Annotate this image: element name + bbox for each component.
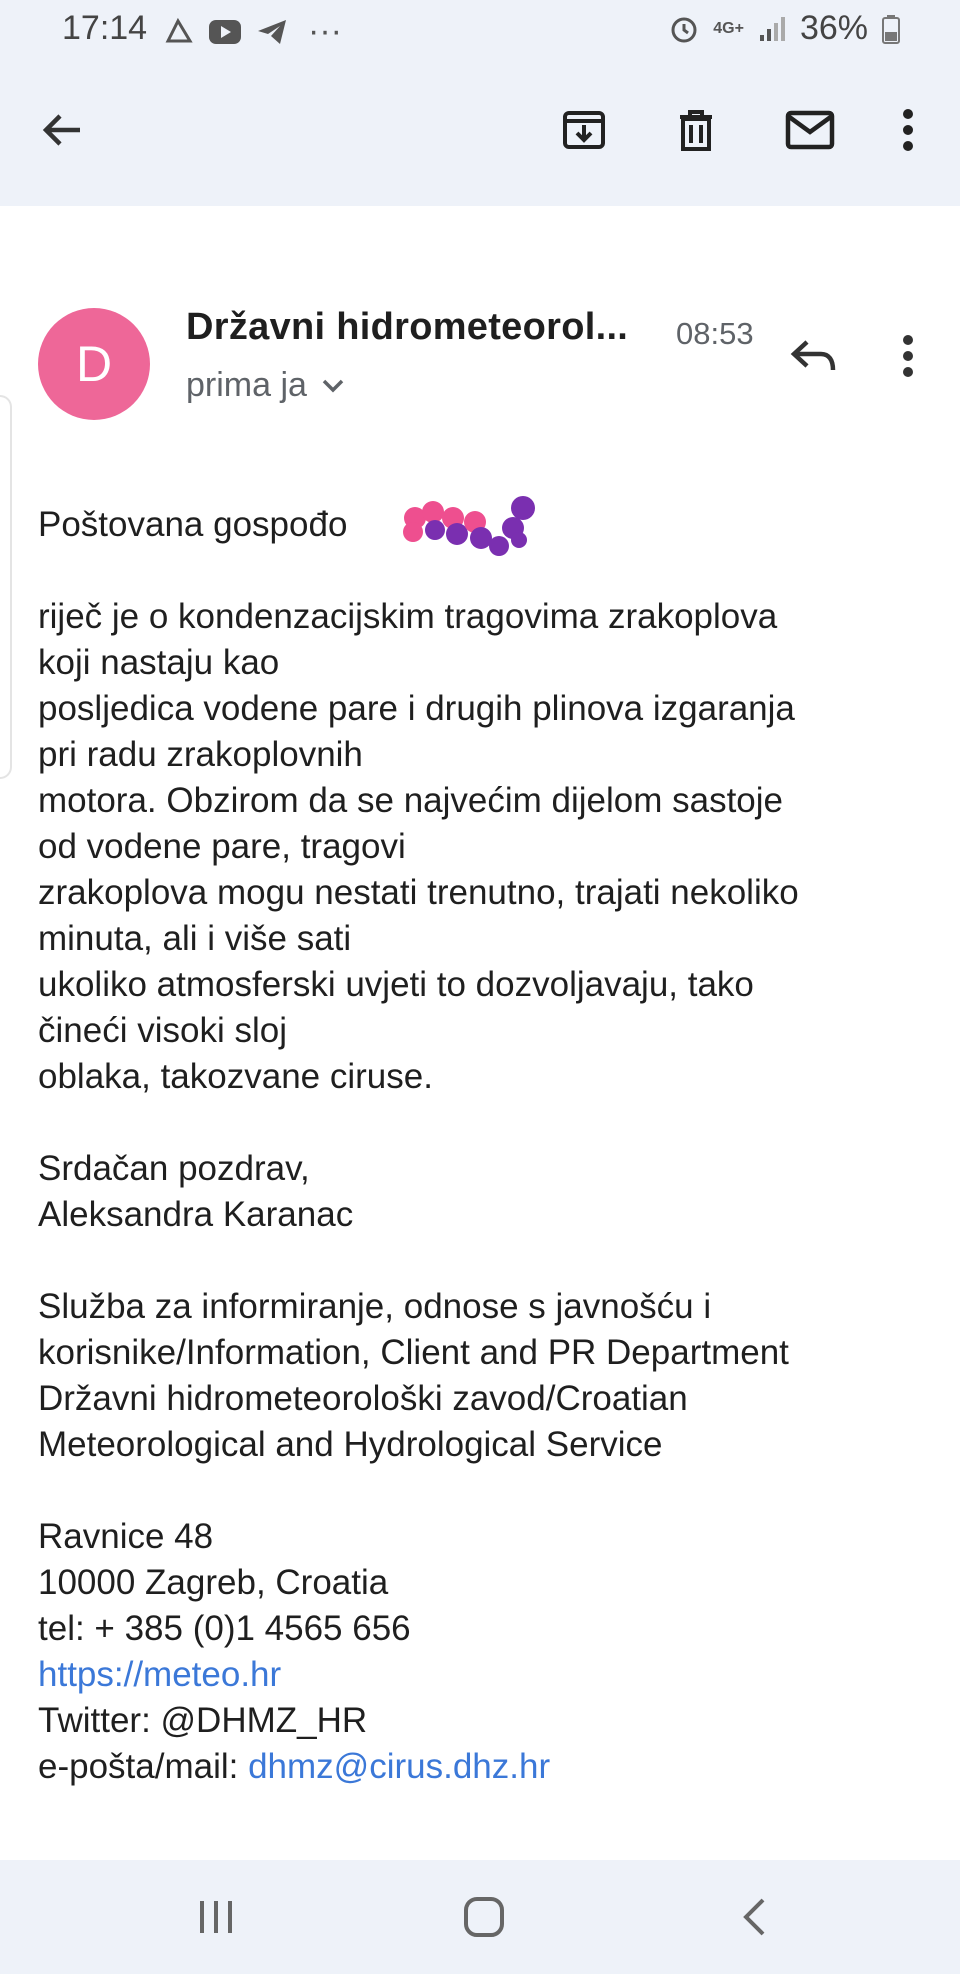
reply-button[interactable] [770, 320, 858, 392]
body-line: oblaka, takozvane ciruse. [38, 1057, 433, 1096]
body-line: koji nastaju kao [38, 643, 280, 682]
redaction-scribble [395, 488, 545, 558]
address-line: Ravnice 48 [38, 1517, 214, 1556]
top-app-bar [0, 0, 960, 206]
chevron-down-icon [321, 378, 345, 394]
mark-unread-button[interactable] [770, 90, 850, 170]
department-line: korisnike/Information, Client and PR Department [38, 1333, 789, 1372]
closing: Srdačan pozdrav, [38, 1149, 310, 1188]
phone: tel: + 385 (0)1 4565 656 [38, 1609, 411, 1648]
more-options-button[interactable] [868, 90, 948, 170]
body-line: ukoliko atmosferski uvjeti to dozvoljavaju, tako [38, 965, 754, 1004]
more-notifications-icon: ··· [308, 12, 342, 50]
sender-name[interactable]: Državni hidrometeorol... [186, 306, 629, 348]
youtube-icon [208, 18, 242, 46]
message-more-button[interactable] [868, 320, 948, 392]
body-line: od vodene pare, tragovi [38, 827, 406, 866]
status-bar [0, 0, 960, 60]
arrow-left-icon [40, 108, 84, 152]
email-link[interactable]: dhmz@cirus.dhz.hr [248, 1747, 551, 1786]
department-line: Meteorological and Hydrological Service [38, 1425, 663, 1464]
recent-apps-button[interactable] [166, 1882, 266, 1952]
system-navigation-bar [0, 1860, 960, 1974]
signal-icon [758, 15, 786, 43]
network-type: 4G+ [713, 19, 744, 37]
body-line: zrakoplova mogu nestati trenutno, trajati nekoliko [38, 873, 799, 912]
trash-icon [674, 107, 718, 153]
archive-icon [561, 107, 607, 153]
greeting: Poštovana gospođo [38, 505, 348, 544]
recipient-details-toggle[interactable] [186, 366, 345, 405]
reply-icon [789, 336, 839, 376]
battery-icon [882, 14, 900, 44]
telegram-icon [256, 18, 288, 46]
address-line: 10000 Zagreb, Croatia [38, 1563, 389, 1602]
website-link[interactable]: https://meteo.hr [38, 1655, 282, 1694]
email-body [38, 502, 918, 1790]
back-button[interactable] [22, 90, 102, 170]
back-nav-button[interactable] [704, 1882, 804, 1952]
signature-name: Aleksandra Karanac [38, 1195, 354, 1234]
battery-level: 36% [799, 9, 868, 47]
department-line: Služba za informiranje, odnose s javnošću i [38, 1287, 712, 1326]
mail-icon [785, 110, 835, 150]
home-icon [463, 1896, 505, 1938]
body-line: čineći visoki sloj [38, 1011, 287, 1050]
home-button[interactable] [434, 1882, 534, 1952]
body-line: motora. Obzirom da se najvećim dijelom sastoje [38, 781, 784, 820]
archive-button[interactable] [544, 90, 624, 170]
body-line: pri radu zrakoplovnih [38, 735, 363, 774]
email-toolbar [0, 90, 960, 170]
twitter: Twitter: @DHMZ_HR [38, 1701, 368, 1740]
alarm-icon [669, 14, 699, 44]
department-line: Državni hidrometeorološki zavod/Croatian [38, 1379, 688, 1418]
mail-label: e-pošta/mail: [38, 1747, 249, 1786]
more-vertical-icon [902, 334, 914, 378]
back-nav-icon [741, 1897, 767, 1937]
more-vertical-icon [902, 108, 914, 152]
body-line: posljedica vodene pare i drugih plinova izgaranja [38, 689, 795, 728]
recipient-label: prima ja [186, 366, 307, 404]
body-line: riječ je o kondenzacijskim tragovima zrakoplova [38, 597, 778, 636]
recent-apps-icon [196, 1899, 236, 1935]
received-time: 08:53 [676, 316, 754, 351]
notification-app-icon [164, 17, 194, 47]
edge-panel-handle[interactable] [0, 395, 12, 779]
avatar[interactable]: D [38, 308, 150, 420]
body-line: minuta, ali i više sati [38, 919, 352, 958]
delete-button[interactable] [656, 90, 736, 170]
status-time: 17:14 [62, 9, 148, 47]
